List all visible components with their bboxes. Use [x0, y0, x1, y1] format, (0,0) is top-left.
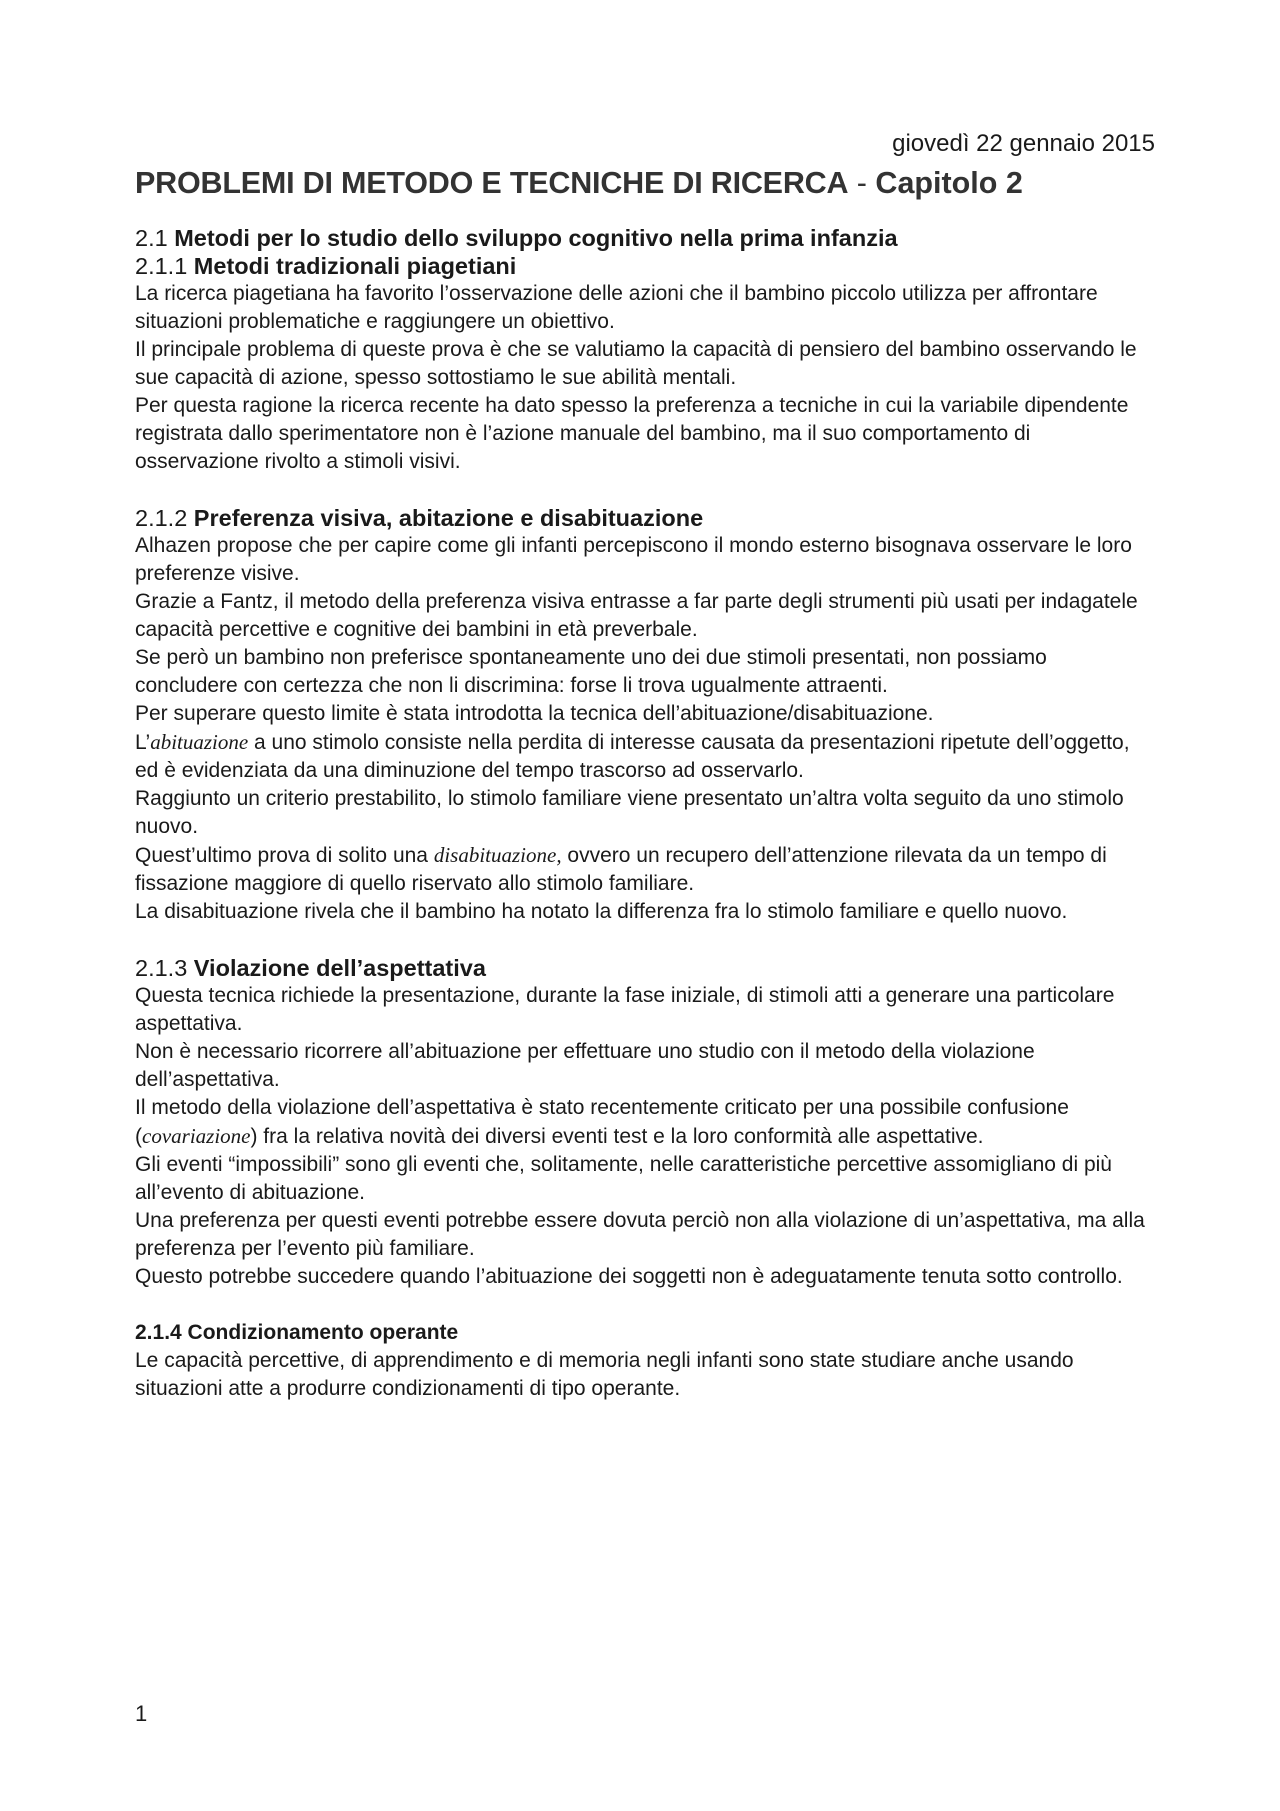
section-number: 2.1.1: [135, 253, 188, 279]
section-heading-2-1-1: [135, 252, 1155, 280]
paragraph: Non è necessario ricorrere all’abituazione per effettuare uno studio con il metodo della violazione dell’aspettativa.: [135, 1040, 1035, 1091]
section-heading-2-1-3: [135, 954, 1155, 982]
title-separator: -: [848, 166, 876, 200]
section-number: 2.1.4: [135, 1321, 182, 1344]
text-run: Quest’ultimo prova di solito una: [135, 844, 434, 867]
section-heading-2-1-4: [135, 1319, 1155, 1347]
italic-term: disabituazione,: [433, 843, 562, 867]
paragraph: Il principale problema di queste prova è che se valutiamo la capacità di pensiero del bambino osservando le sue capacità di azione, spesso sottostiamo le sue abilità mentali.: [135, 338, 1137, 389]
page-number: 1: [135, 1701, 148, 1726]
section-title: Metodi tradizionali piagetiani: [187, 253, 517, 279]
italic-term: covariazione: [142, 1124, 251, 1148]
document-page: [135, 128, 1155, 1403]
section-number: 2.1.3: [135, 955, 188, 981]
paragraph: Questo potrebbe succedere quando l’abituazione dei soggetti non è adeguatamente tenuta sotto controllo.: [135, 1265, 1123, 1288]
paragraph: Per questa ragione la ricerca recente ha dato spesso la preferenza a tecniche in cui la variabile dipendente registrata dallo sperimentatore non è l’azione manuale del bambino, ma il suo comportamento di osservazione rivolto a stimoli visivi.: [135, 394, 1129, 473]
section-heading-2-1-2: [135, 504, 1155, 532]
paragraph: [135, 728, 1155, 785]
text-run: ovvero un recupero dell’attenzione rilevata da un tempo di fissazione maggiore di quello riservato allo stimolo familiare.: [135, 844, 1107, 895]
section-heading-2-1: [135, 224, 1155, 252]
paragraph: Una preferenza per questi eventi potrebbe essere dovuta perciò non alla violazione di un’aspettativa, ma alla preferenza per l’evento più familiare.: [135, 1209, 1145, 1260]
paragraph: La disabituazione rivela che il bambino ha notato la differenza fra lo stimolo familiare e quello nuovo.: [135, 900, 1068, 923]
section-number: 2.1.2: [135, 505, 188, 531]
text-run: Il metodo della violazione dell’aspettativa è stato recentemente criticato per una possibile confusione (: [135, 1096, 1069, 1148]
title-chapter: Capitolo 2: [875, 166, 1023, 200]
section-title: Metodi per lo studio dello sviluppo cognitivo nella prima infanzia: [167, 225, 898, 251]
paragraph: Per superare questo limite è stata introdotta la tecnica dell’abituazione/disabituazione.: [135, 702, 934, 725]
section-title: Preferenza visiva, abitazione e disabituazione: [187, 505, 704, 531]
italic-term: abituazione: [150, 730, 249, 754]
text-run: L’: [135, 731, 151, 754]
paragraph: Grazie a Fantz, il metodo della preferenza visiva entrasse a far parte degli strumenti più usati per indagatele capacità percettive e cognitive dei bambini in età preverbale.: [135, 590, 1138, 641]
paragraph: Se però un bambino non preferisce spontaneamente uno dei due stimoli presentati, non possiamo concludere con certezza che non li discrimina: forse li trova ugualmente attraenti.: [135, 646, 1047, 697]
paragraph: [135, 841, 1155, 898]
text-run: a uno stimolo consiste nella perdita di interesse causata da presentazioni ripetute dell’oggetto, ed è evidenziata da una diminuzione del tempo trascorso ad osservarlo.: [135, 731, 1130, 782]
document-title: [135, 164, 1155, 202]
paragraph: Questa tecnica richiede la presentazione, durante la fase iniziale, di stimoli atti a generare una particolare aspettativa.: [135, 984, 1115, 1035]
paragraph: Alhazen propose che per capire come gli infanti percepiscono il mondo esterno bisognava osservare le loro preferenze visive.: [135, 534, 1132, 585]
paragraph: Le capacità percettive, di apprendimento e di memoria negli infanti sono state studiare anche usando situazioni atte a produrre condizionamenti di tipo operante.: [135, 1349, 1074, 1400]
section-title: Condizionamento operante: [181, 1321, 459, 1344]
document-date: giovedì 22 gennaio 2015: [892, 130, 1155, 157]
paragraph: Gli eventi “impossibili” sono gli eventi che, solitamente, nelle caratteristiche percettive assomigliano di più all’evento di abituazione.: [135, 1153, 1112, 1204]
paragraph: [135, 1094, 1155, 1151]
paragraph: Raggiunto un criterio prestabilito, lo stimolo familiare viene presentato un’altra volta seguito da uno stimolo nuovo.: [135, 787, 1124, 838]
paragraph: La ricerca piagetiana ha favorito l’osservazione delle azioni che il bambino piccolo utilizza per affrontare situazioni problematiche e raggiungere un obiettivo.: [135, 282, 1098, 333]
text-run: ) fra la relativa novità dei diversi eventi test e la loro conformità alle aspettative.: [250, 1125, 984, 1148]
section-number: 2.1: [135, 225, 168, 251]
section-title: Violazione dell’aspettativa: [187, 955, 486, 981]
title-main: PROBLEMI DI METODO E TECNICHE DI RICERCA: [135, 166, 849, 200]
